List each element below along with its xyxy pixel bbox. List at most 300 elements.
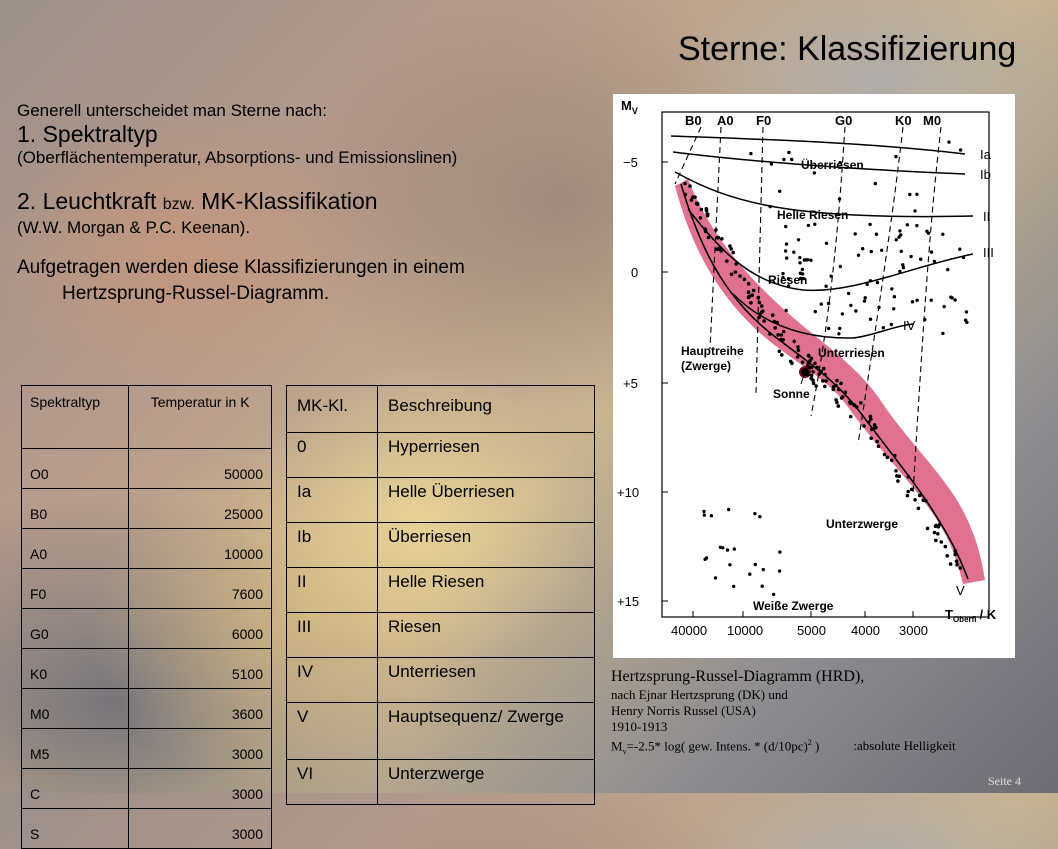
star-dot [849,304,852,307]
star-dot [771,313,775,317]
label-zwerge: (Zwerge) [681,359,732,373]
spectral-type-cell: F0 [22,569,129,609]
class-f0: F0 [756,113,772,128]
caption-formula [611,735,956,760]
star-dot [707,236,711,240]
star-dot [927,232,930,235]
star-dot [864,296,867,299]
star-dot [785,256,788,259]
class-ib: Ib [980,167,991,182]
star-dot [894,469,898,473]
star-dot [784,225,787,228]
intro-paragraph-line-2: Hertzsprung-Russel-Diagramm. [62,283,330,304]
spectral-type-cell: C [22,769,129,809]
star-dot [761,585,764,588]
star-dot [875,440,879,444]
spectral-type-cell: A0 [22,529,129,569]
formula-tail: :absolute Helligkeit [853,738,956,754]
temperature-cell: 50000 [129,449,272,489]
y-tick-p10: +10 [617,485,640,500]
star-dot [958,566,962,570]
caption-title: Hertzsprung-Russel-Diagramm (HRD), [611,668,865,685]
label-unterriesen: Unterriesen [818,346,885,360]
star-dot [933,260,936,263]
class-a0: A0 [717,113,734,128]
star-dot [841,312,844,315]
star-dot [949,562,953,566]
table-row [22,609,272,649]
star-dot [915,193,918,196]
star-dot [890,459,894,463]
star-dot [738,274,742,278]
star-dot [688,184,692,188]
star-dot [901,263,904,266]
table-row [287,760,595,805]
mk-class-cell: Ib [287,523,378,568]
temperature-cell: 10000 [129,529,272,569]
star-dot [778,569,781,572]
x-tick-3000: 3000 [899,623,928,638]
star-dot [719,248,723,252]
star-dot [882,326,885,329]
star-dot [876,281,879,284]
star-dot [835,379,839,383]
star-dot [875,233,878,236]
table-row [287,613,595,658]
star-dot [832,388,836,392]
star-dot [909,255,912,258]
star-dot [959,148,962,151]
class-ia: Ia [980,147,991,162]
intro-line-1: Generell unterscheidet man Sterne nach: [17,101,327,120]
mk-class-cell: VI [287,760,378,805]
intro-line-spektraltyp-desc: (Oberflächentemperatur, Absorptions- und Emissionslinen) [17,148,458,167]
star-dot [772,593,775,596]
spectral-type-cell: B0 [22,489,129,529]
caption-line-3: Henry Norris Russel (USA) [611,703,756,718]
star-dot [855,405,859,409]
star-dot [792,251,795,254]
label-weisse-zwerge: Weiße Zwerge [753,599,834,613]
star-dot [838,197,841,200]
star-dot [703,227,707,231]
star-dot [849,402,853,406]
label-unterzwerge: Unterzwerge [826,517,899,531]
header-temperatur: Temperatur in K [129,386,272,449]
description-cell: Überriesen [378,523,595,568]
star-dot [917,507,921,511]
star-dot [940,540,944,544]
star-dot [760,304,764,308]
mk-class-cell: IV [287,658,378,703]
star-dot [778,350,782,354]
star-dot [869,279,872,282]
table-row [287,523,595,568]
star-dot [955,563,959,567]
temperature-cell: 3600 [129,689,272,729]
table-row [287,658,595,703]
star-dot [933,531,937,535]
star-dot [902,266,905,269]
star-dot [797,348,801,352]
temperature-cell: 6000 [129,609,272,649]
mk-class-cell: V [287,703,378,760]
star-dot [748,573,751,576]
star-dot [809,259,812,262]
label-ueberriesen: Überriesen [801,158,864,172]
header-spektraltyp: Spektraltyp [22,386,129,449]
star-dot [803,258,806,261]
star-dot [807,361,811,365]
star-dot [823,385,827,389]
spectral-type-cell: M0 [22,689,129,729]
star-dot [945,554,949,558]
star-dot [807,354,811,358]
star-dot [954,549,958,553]
star-dot [857,254,860,257]
star-dot [895,238,898,241]
star-dot [892,307,895,310]
star-dot [874,426,878,430]
star-dot [840,396,844,400]
star-dot [869,437,873,441]
star-dot [930,250,933,253]
star-dot [754,563,757,566]
temperature-cell: 7600 [129,569,272,609]
description-cell: Unterriesen [378,658,595,703]
star-dot [906,223,909,226]
bzw-text: bzw. [162,196,195,213]
formula-close: ) [811,738,820,754]
table-row [287,478,595,523]
star-dot [834,384,838,388]
table-row [22,809,272,849]
temperature-cell: 3000 [129,769,272,809]
star-dot [798,256,801,259]
star-dot [822,367,826,371]
star-dot [796,345,800,349]
mk-class-table [286,385,595,805]
star-dot [825,242,828,245]
star-dot [693,195,696,198]
star-dot [705,209,709,213]
star-dot [908,193,911,196]
star-dot [906,490,910,494]
star-dot [814,384,818,388]
star-dot [684,193,688,197]
star-dot [839,265,842,268]
star-dot [758,301,762,305]
star-dot [965,310,968,313]
star-dot [778,550,781,553]
temperature-cell: 5100 [129,649,272,689]
star-dot [955,559,959,563]
star-dot [728,563,731,566]
star-dot [827,302,830,305]
description-cell: Unterzwerge [378,760,595,805]
mk-class-cell: Ia [287,478,378,523]
star-dot [849,415,853,419]
star-dot [866,283,869,286]
star-dot [880,249,883,252]
table-row [287,433,595,478]
x-axis-label: $T_{Oberfl}$ / K [945,607,997,624]
y-tick-p15: +15 [617,594,640,609]
star-dot [760,310,764,314]
intro-paragraph-line-1: Aufgetragen werden diese Klassifizierungen in einem [17,257,465,278]
star-dot [867,421,871,425]
intro-paragraph [17,255,587,307]
label-helle-riesen: Helle Riesen [777,208,849,222]
star-dot [809,377,813,381]
page-number: Seite 4 [988,774,1021,788]
star-dot [717,236,721,240]
intro-line-morgan-keenan: (W.W. Morgan & P.C. Keenan). [17,218,251,237]
star-dot [758,515,761,518]
mk-class-cell: II [287,568,378,613]
star-dot [747,290,751,294]
star-dot [785,309,788,312]
y-tick-0: 0 [631,265,639,280]
spectral-type-cell: G0 [22,609,129,649]
table-row [22,529,272,569]
star-dot [706,213,710,217]
star-dot [769,205,772,208]
star-dot [854,232,857,235]
star-dot [725,259,729,263]
star-dot [944,545,948,549]
class-ii: II [983,209,991,224]
caption-line-4: 1910-1913 [611,719,668,734]
star-dot [796,355,800,359]
star-dot [807,224,810,227]
star-dot [918,494,922,498]
star-dot [890,323,893,326]
label-hauptreihe: Hauptreihe [681,344,744,358]
star-dot [906,494,910,498]
star-dot [869,318,872,321]
star-dot [953,298,956,301]
star-dot [773,320,777,324]
star-dot [702,510,705,513]
star-dot [911,300,914,303]
star-dot [727,508,730,511]
star-dot [770,162,773,165]
star-dot [837,388,841,392]
star-dot [813,223,816,226]
star-dot [778,190,781,193]
star-dot [870,250,873,253]
spectral-type-cell: O0 [22,449,129,489]
description-cell: Riesen [378,613,595,658]
star-dot [731,251,735,255]
star-dot [779,338,783,342]
star-dot [784,249,787,252]
description-cell: Hauptsequenz/ Zwerge [378,703,595,760]
star-dot [936,532,940,536]
star-dot [913,209,916,212]
label-sonne: Sonne [773,387,810,401]
star-dot [703,558,706,561]
star-dot [862,424,866,428]
star-dot [801,268,804,271]
star-dot [780,353,784,357]
star-dot [839,382,843,386]
star-dot [749,301,753,305]
star-dot [854,309,857,312]
table-row [22,489,272,529]
header-beschreibung: Beschreibung [378,386,595,433]
y-tick-m5: −5 [623,155,638,170]
spectral-type-cell: S [22,809,129,849]
star-dot [757,296,761,300]
star-dot [762,319,766,323]
star-dot [907,475,911,479]
star-dot [941,332,944,335]
table-header-row [287,386,595,433]
star-dot [938,523,942,527]
star-dot [965,321,968,324]
class-g0: G0 [835,113,853,128]
class-iv: IV [903,318,916,333]
star-dot [835,401,839,405]
star-dot [792,340,796,344]
spectral-type-table [21,385,272,849]
star-dot [719,546,722,549]
star-dot [824,285,827,288]
star-dot [870,428,874,432]
spectral-type-cell: K0 [22,649,129,689]
class-b0: B0 [685,113,702,128]
star-dot [893,295,896,298]
description-cell: Helle Überriesen [378,478,595,523]
table-row [22,649,272,689]
star-dot [782,330,785,333]
star-dot [780,333,784,337]
star-dot [747,282,751,286]
star-dot [730,273,734,277]
star-dot [734,262,738,266]
star-dot [877,306,880,309]
star-dot [958,248,961,251]
star-dot [898,229,901,232]
table-row [287,703,595,760]
star-dot [797,238,800,241]
temperature-cell: 3000 [129,809,272,849]
star-dot [915,224,918,227]
star-dot [812,381,816,385]
y-tick-p5: +5 [623,376,638,391]
star-dot [813,362,817,366]
star-dot [947,140,950,143]
star-dot [824,379,828,383]
star-dot [934,539,938,543]
star-dot [811,370,815,374]
star-dot [893,454,897,458]
description-cell: Helle Riesen [378,568,595,613]
star-dot [768,332,772,336]
star-dot [714,576,717,579]
y-axis-label: $M_V$ [621,98,638,116]
star-dot [762,568,765,571]
star-dot [859,401,863,405]
star-dot [910,488,914,492]
star-dot [714,228,718,232]
star-dot [913,498,917,502]
star-dot [798,261,801,264]
star-dot [757,316,761,320]
star-dot [837,404,841,408]
class-k0: K0 [895,113,912,128]
star-dot [820,302,823,305]
class-m0: M0 [923,113,942,128]
header-mk-kl: MK-Kl. [287,386,378,433]
star-dot [743,278,747,282]
formula-sub: v [622,746,627,756]
star-dot [726,548,729,551]
star-dot [877,444,881,448]
temperature-cell: 25000 [129,489,272,529]
star-dot [728,244,732,248]
star-dot [733,547,736,550]
star-dot [814,310,817,313]
star-dot [869,417,873,421]
star-dot [896,479,900,483]
table-row [287,568,595,613]
star-dot [883,453,887,457]
star-dot [810,357,814,361]
star-dot [868,223,871,226]
star-dot [703,513,706,516]
star-dot [801,361,805,365]
star-dot [732,585,735,588]
intro-text [17,100,587,307]
diagram-caption [611,667,956,760]
star-dot [806,373,810,377]
page-title: Sterne: Klassifizierung [678,30,1017,68]
star-dot [895,474,899,478]
star-dot [946,268,949,271]
star-dot [898,270,901,273]
temperature-cell: 3000 [129,729,272,769]
star-dot [923,318,926,321]
star-dot [773,326,777,330]
star-dot [943,305,946,308]
star-dot [819,371,823,375]
table-row [22,569,272,609]
star-dot [790,158,793,161]
star-dot [815,366,819,370]
star-dot [683,182,687,186]
star-dot [874,182,877,185]
mk-class-cell: III [287,613,378,658]
star-dot [915,299,918,302]
intro-line-spektraltyp: 1. Spektraltyp [17,121,158,147]
star-dot [930,299,933,302]
star-dot [863,299,866,302]
star-dot [962,256,965,259]
star-dot [810,366,814,370]
description-cell: Hyperriesen [378,433,595,478]
star-dot [806,258,809,261]
star-dot [734,270,738,274]
star-dot [852,403,856,407]
star-dot [789,360,793,364]
star-dot [837,332,840,335]
star-dot [710,514,713,517]
star-dot [749,152,752,155]
star-dot [861,247,864,250]
